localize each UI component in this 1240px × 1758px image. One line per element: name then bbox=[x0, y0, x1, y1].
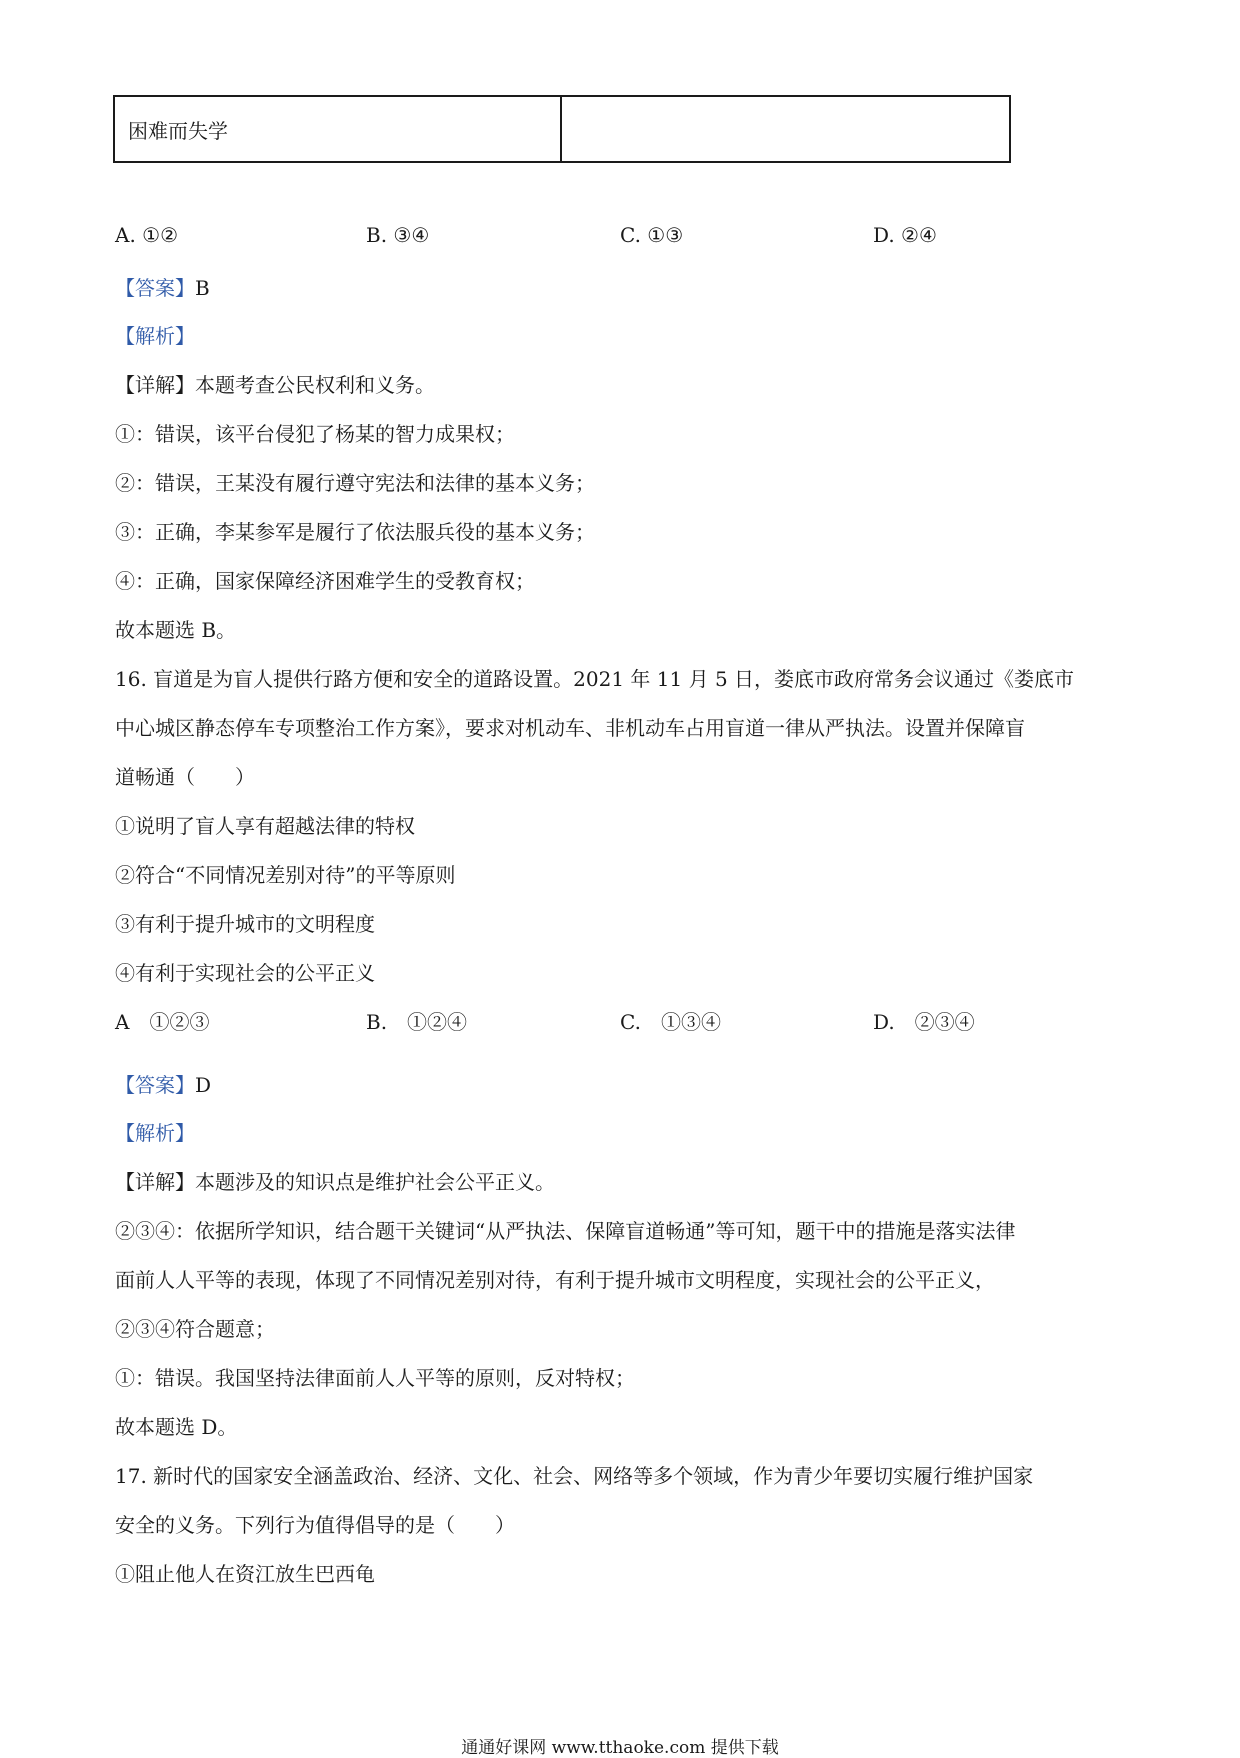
q16-option-d: D. ②③④ bbox=[873, 1010, 975, 1034]
q15-line-4: ④：正确，国家保障经济困难学生的受教育权； bbox=[115, 569, 535, 593]
q16-option-a: A ①②③ bbox=[115, 1010, 210, 1034]
q16-answer bbox=[115, 1069, 211, 1098]
q17-stem-line-2: 安全的义务。下列行为值得倡导的是（ ） bbox=[115, 1513, 515, 1537]
q16-item-2: ②符合“不同情况差别对待”的平等原则 bbox=[115, 863, 456, 887]
q16-item-3: ③有利于提升城市的文明程度 bbox=[115, 912, 375, 936]
q16-item-1: ①说明了盲人享有超越法律的特权 bbox=[115, 814, 415, 838]
detail-text: 本题涉及的知识点是维护社会公平正义。 bbox=[195, 1170, 555, 1194]
detail-tag: 【详解】 bbox=[115, 1170, 195, 1194]
q15-analysis-tag: 【解析】 bbox=[115, 324, 195, 348]
q17-item-1: ①阻止他人在资江放生巴西龟 bbox=[115, 1562, 375, 1586]
q16-detail bbox=[115, 1166, 555, 1195]
q16-option-c: C. ①③④ bbox=[620, 1010, 721, 1034]
q15-line-2: ②：错误，王某没有履行遵守宪法和法律的基本义务； bbox=[115, 471, 595, 495]
answer-tag: 【答案】 bbox=[115, 276, 195, 300]
answer-tag: 【答案】 bbox=[115, 1073, 195, 1097]
detail-text: 本题考查公民权利和义务。 bbox=[195, 373, 435, 397]
q17-stem-line-1: 17. 新时代的国家安全涵盖政治、经济、文化、社会、网络等多个领域，作为青少年要切实履行维护国家 bbox=[115, 1464, 1034, 1488]
answer-value: B bbox=[195, 276, 210, 300]
q15-option-a: A. ①② bbox=[115, 223, 179, 247]
q15-answer bbox=[115, 272, 210, 301]
answer-value: D bbox=[195, 1073, 212, 1097]
q15-option-d: D. ②④ bbox=[873, 223, 937, 247]
q16-line-3: ②③④符合题意； bbox=[115, 1317, 275, 1341]
detail-tag: 【详解】 bbox=[115, 373, 195, 397]
q16-analysis-tag: 【解析】 bbox=[115, 1121, 195, 1145]
fragment-table bbox=[113, 95, 1011, 163]
table-cell-right bbox=[561, 96, 1010, 162]
q16-line-2: 面前人人平等的表现，体现了不同情况差别对待，有利于提升城市文明程度，实现社会的公平正义， bbox=[115, 1268, 995, 1292]
q15-option-b: B. ③④ bbox=[366, 223, 430, 247]
q16-item-4: ④有利于实现社会的公平正义 bbox=[115, 961, 375, 985]
q16-stem-line-2: 中心城区静态停车专项整治工作方案》，要求对机动车、非机动车占用盲道一律从严执法。设置并保障盲 bbox=[115, 716, 1025, 740]
q16-option-b: B. ①②④ bbox=[366, 1010, 468, 1034]
table-cell-left: 困难而失学 bbox=[114, 96, 561, 162]
q15-line-1: ①：错误，该平台侵犯了杨某的智力成果权； bbox=[115, 422, 515, 446]
q15-option-c: C. ①③ bbox=[620, 223, 684, 247]
q15-detail bbox=[115, 369, 435, 398]
q15-conclusion: 故本题选 B。 bbox=[115, 618, 237, 642]
q16-conclusion: 故本题选 D。 bbox=[115, 1415, 238, 1439]
q15-line-3: ③：正确，李某参军是履行了依法服兵役的基本义务； bbox=[115, 520, 595, 544]
q16-stem-line-1: 16. 盲道是为盲人提供行路方便和安全的道路设置。2021 年 11 月 5 日，娄底市政府常务会议通过《娄底市 bbox=[115, 667, 1075, 691]
page-footer: 通通好课网 www.tthaoke.com 提供下载 bbox=[461, 1738, 779, 1758]
q16-line-1: ②③④：依据所学知识，结合题干关键词“从严执法、保障盲道畅通”等可知，题干中的措施是落实法律 bbox=[115, 1219, 1016, 1243]
q16-line-4: ①：错误。我国坚持法律面前人人平等的原则，反对特权； bbox=[115, 1366, 635, 1390]
q16-stem-line-3: 道畅通（ ） bbox=[115, 765, 255, 789]
